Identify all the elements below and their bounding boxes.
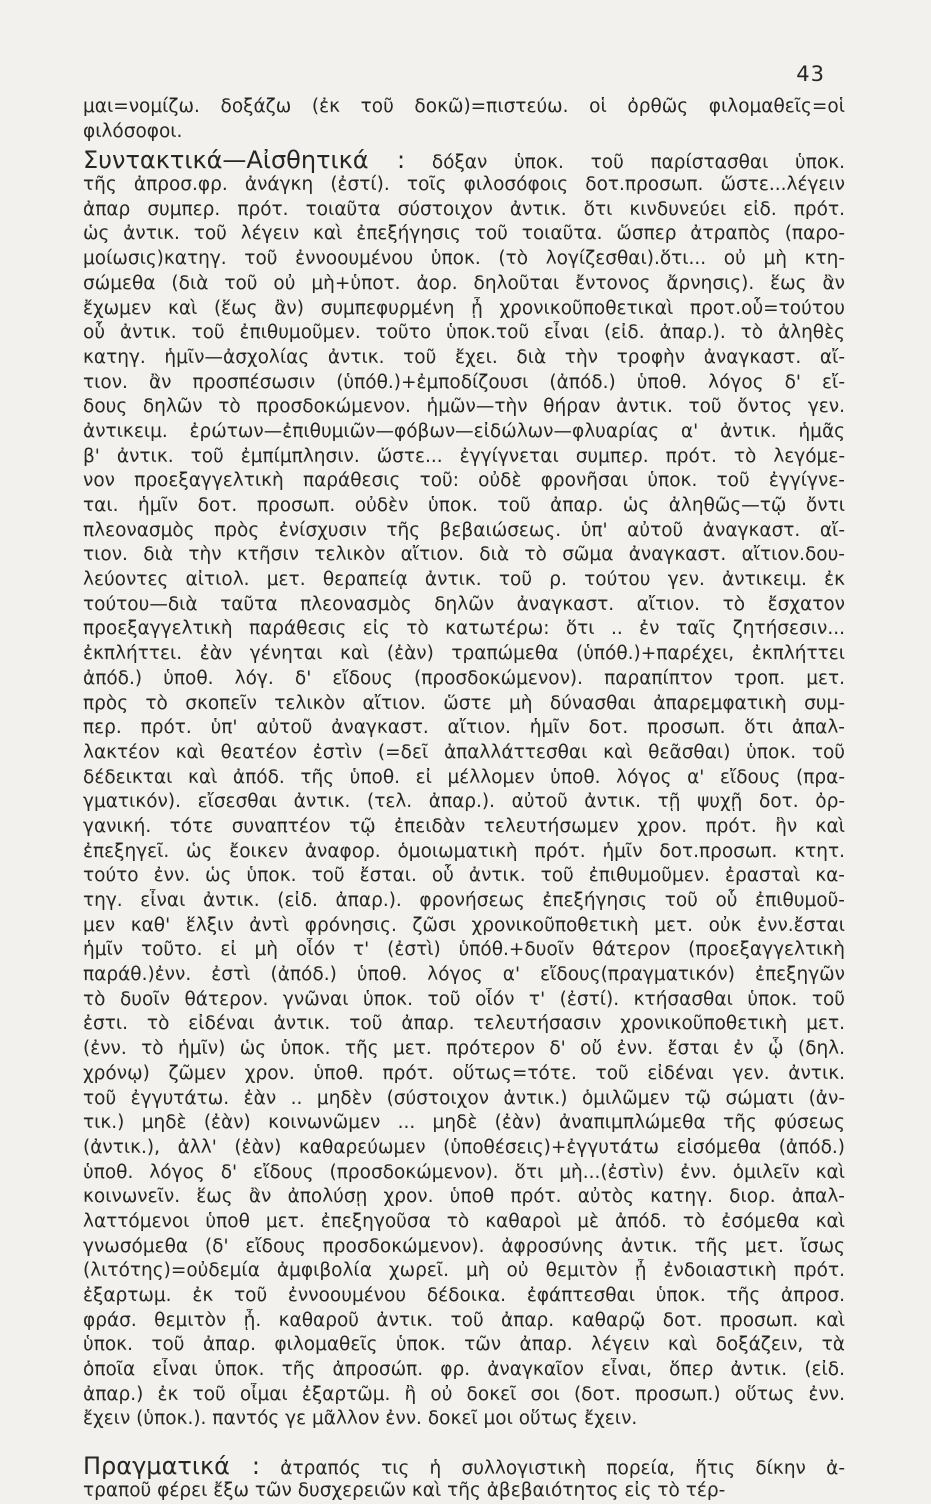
text-line: μεν καθ' ἕλξιν ἀντὶ φρόνησις. ζῶσι χρονικοῦποθετικὴ μετ. οὐκ ἐνν.ἔσται [83,914,845,936]
text-line: νον προεξαγγελτικὴ παράθεσις τοῦ: οὐδὲ φρονῆσαι ὑποκ. τοῦ ἐγγίγνε- [83,470,845,492]
section-first-line [83,1454,845,1479]
text-line: μοίωσις)κατηγ. τοῦ ἐννοουμένου ὑποκ. (τὸ λογίζεσθαι).ὅτι... οὐ μὴ κτη- [83,248,845,270]
text-line: ὡς ἀντικ. τοῦ λέγειν καὶ ἐπεξήγησις τοῦ τοιαῦτα. ὥσπερ ἀτραπὸς (παρο- [83,223,845,245]
text-line: ἔχειν (ὑποκ.). παντός γε μᾶλλον ἐνν. δοκεῖ μοι οὕτως ἔχειν. [83,1408,638,1430]
text-line: ἐξαρτωμ. ἐκ τοῦ ἐννοουμένου δέδοικα. ἐφάπτεσθαι ὑποκ. τῆς ἀπροσ. [83,1285,845,1306]
text-line: β' ἀντικ. τοῦ ἐμπίμπλησιν. ὥστε... ἐγγίγνεται συμπερ. πρότ. τὸ λεγόμε- [83,445,845,467]
text-line: πλεονασμὸς πρὸς ἐνίσχυσιν τῆς βεβαιώσεως. ὑπ' αὐτοῦ ἀναγκαστ. αἴ- [83,519,845,541]
text-line: ἀπόδ.) ὑποθ. λόγ. δ' εἴδους (προσδοκώμενον). παραπίπτον τροπ. μετ. [83,667,845,689]
text-line: τούτου—διὰ ταῦτα πλεονασμὸς δηλῶν ἀναγκαστ. αἴτιον. τὸ ἔσχατον [83,593,845,615]
section-pragmatic [83,1454,845,1503]
text-fragment: δόξαν ὑποκ. τοῦ παρίστασθαι ὑποκ. [431,152,845,174]
text-line: φιλόσοφοι. [83,120,183,142]
text-line: (ἐνν. τὸ ἡμῖν) ὡς ὑποκ. τῆς μετ. πρότερον δ' οὔ ἐνν. ἔσται ἐν ᾧ (δηλ. [83,1038,845,1060]
text-line: τιον. ἂν προσπέσωσιν (ὑπόθ.)+ἐμποδίζουσι (ἀπόδ.) ὑποθ. λόγος δ' εἴ- [83,371,845,393]
text-line: ἔχωμεν καὶ (ἕως ἂν) συμπεφυρμένη ᾖ χρονικοῦποθετικαὶ προτ.οὗ=τούτου [83,297,845,319]
text-line: (ἀντικ.), ἀλλ' (ἐὰν) καθαρεύωμεν (ὑποθέσεις)+ἐγγυτάτω εἰσόμεθα (ἀπόδ.) [83,1136,845,1158]
text-line: ὑποκ. τοῦ ἀπαρ. φιλομαθεῖς ὑποκ. τῶν ἀπαρ. λέγειν καὶ δοξάζειν, τὰ [83,1334,845,1356]
text-line: δους δηλῶν τὸ προσδοκώμενον. ἡμῶν—τὴν θήραν ἀντικ. τοῦ ὄντος γεν. [83,396,845,418]
text-line: ἐστι. τὸ εἰδέναι ἀντικ. τοῦ ἀπαρ. τελευτήσασιν χρονικοῦποθετικὴ μετ. [83,1013,845,1035]
text-line: γνωσόμεθα (δ' εἴδους προσδοκώμενον). ἀφροσύνης ἀντικ. τῆς μετ. ἴσως [83,1235,845,1257]
text-line: φράσ. θεμιτὸν ᾖ. καθαροῦ ἀντικ. τοῦ ἀπαρ. καθαρῷ δοτ. προσωπ. καὶ [83,1309,845,1331]
text-line: κατηγ. ἡμῖν—ἀσχολίας ἀντικ. τοῦ ἔχει. διὰ τὴν τροφὴν ἀναγκαστ. αἴ- [83,346,845,368]
syntactic-lines [83,173,845,1432]
text-line: παράθ.)ἐνν. ἐστὶ (ἀπόδ.) ὑποθ. λόγος α' εἴδους(πραγματικόν) ἐπεξηγῶν [83,964,845,986]
text-line: κοινωνεῖν. ἕως ἂν ἀπολύσῃ χρον. ὑποθ πρότ. αὐτὸς κατηγ. διορ. ἀπαλ- [83,1186,845,1208]
text-line: λεύοντες αἰτιολ. μετ. θεραπείᾳ ἀντικ. τοῦ ρ. τούτου γεν. ἀντικειμ. ἐκ [83,569,845,591]
section-first-line [83,148,845,173]
text-line: ὑποθ. λόγος δ' εἴδους (προσδοκώμενον). ὅτι μὴ...(ἐστὶν) ἐνν. ὁμιλεῖν καὶ [83,1161,845,1183]
text-line: τούτο ἐνν. ὡς ὑποκ. τοῦ ἔσται. οὗ ἀντικ. τοῦ ἐπιθυμοῦμεν. ἐρασταὶ κα- [83,865,845,887]
text-line: τιον. διὰ τὴν κτῆσιν τελικὸν αἴτιον. διὰ τὸ σῶμα ἀναγκαστ. αἴτιον.δου- [83,544,845,566]
text-line: τῆς ἀπροσ.φρ. ἀνάγκη (ἐστί). τοῖς φιλοσόφοις δοτ.προσωπ. ὥστε...λέγειν [83,174,845,196]
section-syntactic [83,148,845,1432]
text-line: ὁποῖα εἶναι ὑποκ. τῆς ἀπροσώπ. φρ. ἀναγκαῖον εἶναι, ὅπερ ἀντικ. (εἰδ. [83,1359,845,1381]
text-line: λακτέον καὶ θεατέον ἐστὶν (=δεῖ ἀπαλλάττεσθαι καὶ θεᾶσθαι) ὑποκ. τοῦ [83,741,845,763]
text-line: ἀπαρ.) ἐκ τοῦ οἶμαι ἐξαρτῶμ. ἢ οὐ δοκεῖ σοι (δοτ. προσωπ.) οὕτως ἐνν. [83,1383,845,1405]
text-line: ἀντικειμ. ἐρώτων—ἐπιθυμιῶν—φόβων—εἰδώλων—φλυαρίας α' ἀντικ. ἡμᾶς [83,420,845,442]
text-line: τικ.) μηδὲ (ἐὰν) κοινωνῶμεν ... μηδὲ (ἐὰν) ἀναπιμπλώμεθα τῆς φύσεως [83,1112,845,1134]
section-heading-pragmatic: Πραγματικά : [83,1454,260,1479]
section-heading-syntactic: Συντακτικά—Αἰσθητικά : [83,148,406,174]
text-line: τὸ δυοῖν θάτερον. γνῶναι ὑποκ. τοῦ οἷόν τ' (ἐστί). κτήσασθαι ὑποκ. τοῦ [83,988,845,1010]
text-line: μαι=νομίζω. δοξάζω (ἐκ τοῦ δοκῶ)=πιστεύω. οἱ ὀρθῶς φιλομαθεῖς=οἱ [83,96,845,117]
text-line: ἐκπλήττει. ἐὰν γένηται καὶ (ἐὰν) τραπώμεθα (ὑπόθ.)+παρέχει, ἐκπλήττει [83,643,845,665]
page-number: 43 [796,62,825,86]
section-vocabulary [83,95,845,144]
text-line: γανική. τότε συναπτέον τῷ ἐπειδὰν τελευτήσωμεν χρον. πρότ. ἣν καὶ [83,815,845,837]
text-line: ἀπαρ συμπερ. πρότ. τοιαῦτα σύστοιχον ἀντικ. ὅτι κινδυνεύει εἰδ. πρότ. [83,198,845,220]
text-fragment: ἀτραπός τις ἡ συλλογιστικὴ πορεία, ἥτις δίκην ἀ- [280,1458,845,1479]
page-body [83,95,845,1504]
text-line: προεξαγγελτικὴ παράθεσις εἰς τὸ κατωτέρω: ὅτι .. ἐν ταῖς ζητήσεσιν... [83,618,845,640]
text-line: λαττόμενοι ὑποθ μετ. ἐπεξηγοῦσα τὸ καθαροὶ μὲ ἀπόδ. τὸ ἐσόμεθα καὶ [83,1210,845,1232]
text-line: τοῦ ἐγγυτάτω. ἐὰν .. μηδὲν (σύστοιχον ἀντικ.) ὁμιλῶμεν τῷ σώματι (ἀν- [83,1087,845,1109]
text-line: δέδεικται καὶ ἀπόδ. τῆς ὑποθ. εἰ μέλλομεν ὑποθ. λόγος α' εἴδους (πρα- [83,766,845,788]
text-line: τραποῦ φέρει ἔξω τῶν δυσχερειῶν καὶ τῆς ἀβεβαιότητος εἰς τὸ τέρ- [83,1479,726,1501]
text-line: (λιτότης)=οὐδεμία ἀμφιβολία χωρεῖ. μὴ οὐ θεμιτὸν ᾖ ἐνδοιαστικὴ πρότ. [83,1260,845,1282]
text-line: χρόνῳ) ζῶμεν χρον. ὑποθ. πρότ. οὕτως=τότε. τοῦ εἰδέναι γεν. ἀντικ. [83,1062,845,1084]
text-line: γματικόν). εἴσεσθαι ἀντικ. (τελ. ἀπαρ.). αὐτοῦ ἀντικ. τῇ ψυχῇ δοτ. ὀρ- [83,791,845,813]
text-line: περ. πρότ. ὑπ' αὐτοῦ ἀναγκαστ. αἴτιον. ἡμῖν δοτ. προσωπ. ὅτι ἀπαλ- [83,717,845,739]
text-line: τηγ. εἶναι ἀντικ. (εἰδ. ἀπαρ.). φρονήσεως ἐπεξήγησις τοῦ οὗ ἐπιθυμοῦ- [83,890,845,911]
text-line: ἡμῖν τοῦτο. εἰ μὴ οἷόν τ' (ἐστὶ) ὑπόθ.+δυοῖν θάτερον (προεξαγγελτικὴ [83,939,845,961]
text-line: οὗ ἀντικ. τοῦ ἐπιθυμοῦμεν. τοῦτο ὑποκ.τοῦ εἶναι (εἰδ. ἀπαρ.). τὸ ἀληθὲς [83,322,845,344]
text-line: σώμεθα (διὰ τοῦ οὐ μὴ+ὑποτ. ἀορ. δηλοῦται ἔντονος ἄρνησις). ἕως ἂν [83,272,845,294]
text-line: πρὸς τὸ σκοπεῖν τελικὸν αἴτιον. ὥστε μὴ δύνασθαι ἀπαρεμφατικὴ συμ- [83,692,845,714]
text-line: ἐπεξηγεῖ. ὡς ἔοικεν ἀναφορ. ὁμοιωματικὴ πρότ. ἡμῖν δοτ.προσωπ. κτητ. [83,840,845,862]
text-line: ται. ἡμῖν δοτ. προσωπ. οὐδὲν ὑποκ. τοῦ ἀπαρ. ὡς ἀληθῶς—τῷ ὄντι [83,495,845,516]
